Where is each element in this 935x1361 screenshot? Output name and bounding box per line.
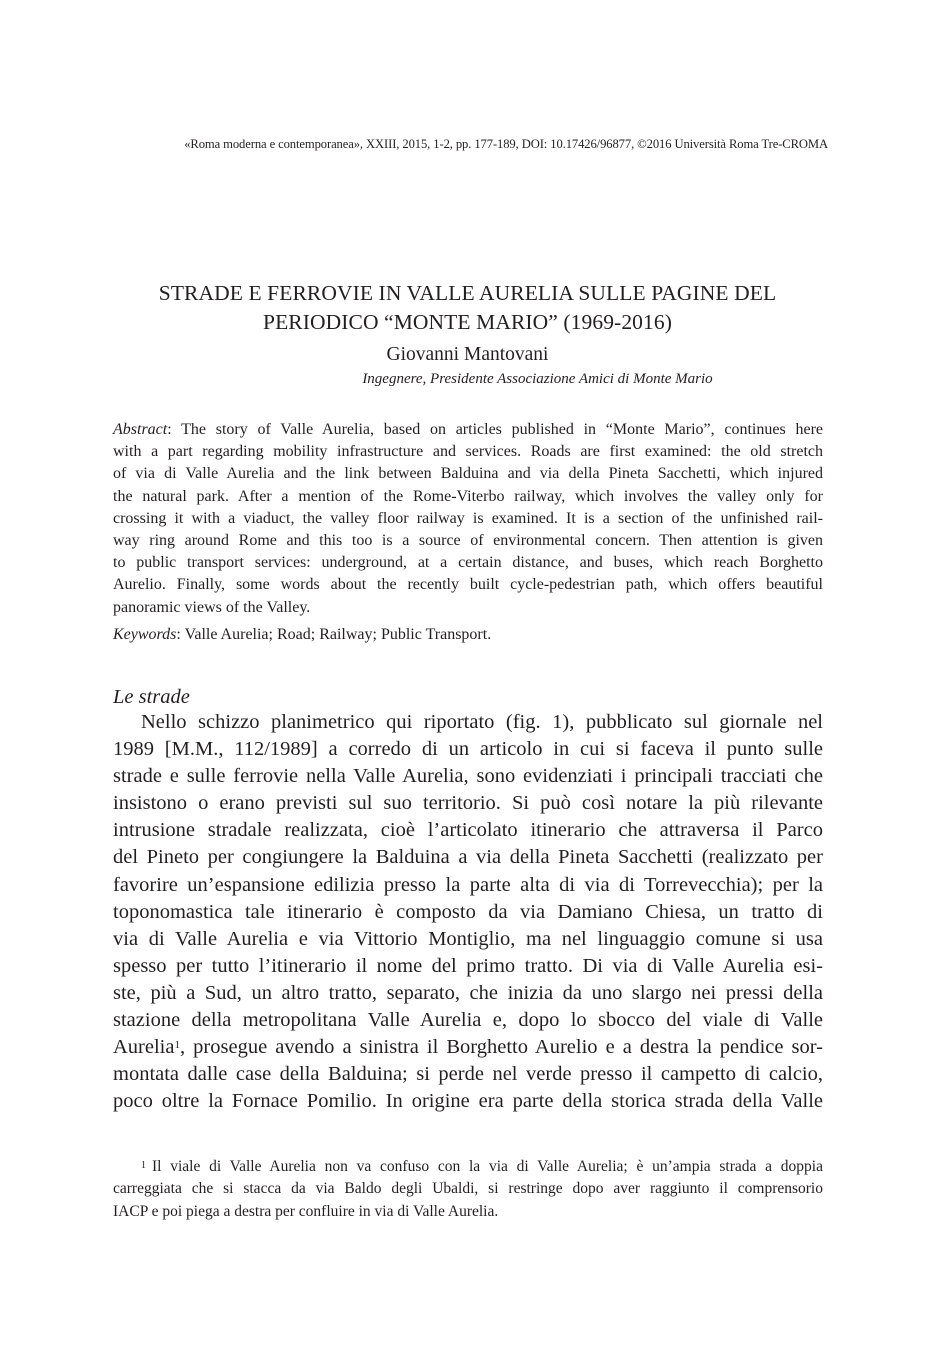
body-line: via di Valle Aurelia e via Vittorio Montiglio, ma nel linguaggio comune si usa	[113, 927, 823, 950]
body-line: 1989 [M.M., 112/1989] a corredo di un articolo in cui si faceva il punto sulle	[113, 738, 823, 761]
author-name: Giovanni Mantovani	[386, 344, 549, 365]
abstract-line: to public transport services: underground, at a certain distance, and buses, which reach Borghetto	[113, 554, 823, 572]
abstract-line: with a part regarding mobility infrastructure and services. Roads are first examined: the old stretch	[113, 443, 823, 461]
keywords-label: Keywords	[113, 626, 177, 643]
body-line: spesso per tutto l’itinerario il nome del primo tratto. Di via di Valle Aurelia esi-	[113, 954, 823, 977]
body-line: ste, più a Sud, un altro tratto, separato, che inizia da uno slargo nei pressi della	[113, 981, 823, 1004]
keywords	[113, 624, 823, 646]
body-line: del Pineto per congiungere la Balduina a via della Pineta Sacchetti (realizzato per	[113, 846, 823, 869]
body-line: intrusione stradale realizzata, cioè l’articolato itinerario che attraversa il Parco	[113, 819, 823, 842]
body-paragraph	[113, 709, 823, 1115]
footnote-line: carreggiata che si stacca da via Baldo degli Ubaldi, si restringe dopo aver raggiunto il comprensorio	[113, 1180, 823, 1198]
abstract-line	[113, 419, 823, 441]
abstract	[113, 419, 823, 619]
author-affiliation: Ingegnere, Presidente Associazione Amici di Monte Mario	[362, 371, 713, 387]
body-line: strade e sulle ferrovie nella Valle Aurelia, sono evidenziati i principali tracciati che	[113, 765, 823, 788]
abstract-label: Abstract	[113, 421, 168, 438]
abstract-line: Aurelio. Finally, some words about the recently built cycle-pedestrian path, which offers beautiful	[113, 576, 823, 594]
footnote-text: Il viale di Valle Aurelia non va confuso con la via di Valle Aurelia; è un’ampia strada a doppia	[152, 1158, 823, 1175]
running-header-citation: «Roma moderna e contemporanea», XXIII, 2015, 1-2, pp. 177-189, DOI: 10.17426/96877, ©2016 Università Roma Tre-CROMA	[184, 137, 828, 151]
abstract-line: the natural park. After a mention of the Rome-Viterbo railway, which involves the valley only for	[113, 487, 823, 505]
keywords-text: : Valle Aurelia; Road; Railway; Public Transport.	[176, 626, 492, 643]
body-line: toponomastica tale itinerario è composto da via Damiano Chiesa, un tratto di	[113, 900, 823, 923]
body-line: montata dalle case della Balduina; si perde nel verde presso il campetto di calcio,	[113, 1063, 823, 1086]
footnote-line	[113, 1156, 823, 1178]
section-heading: Le strade	[113, 686, 190, 708]
article-title-line-1: STRADE E FERROVIE IN VALLE AURELIA SULLE PAGINE DEL	[158, 281, 777, 305]
abstract-line: of via di Valle Aurelia and the link between Balduina and via della Pineta Sacchetti, which injured	[113, 465, 823, 483]
body-line: Nello schizzo planimetrico qui riportato (fig. 1), pubblicato sul giornale nel	[141, 711, 823, 733]
abstract-text: : The story of Valle Aurelia, based on articles published in “Monte Mario”, continues here	[167, 421, 823, 438]
footnote	[113, 1156, 823, 1223]
body-line: favorire un’espansione edilizia presso la parte alta di via di Torrevecchia); per la	[113, 873, 823, 896]
body-line: stazione della metropolitana Valle Aurelia e, dopo lo sbocco del viale di Valle	[113, 1009, 823, 1032]
body-text-fragment: Aurelia	[113, 1036, 175, 1059]
abstract-line: crossing it with a viaduct, the valley floor railway is examined. It is a section of the unfinished rail-	[113, 509, 823, 527]
body-line: poco oltre la Fornace Pomilio. In origine era parte della storica strada della Valle	[113, 1090, 823, 1113]
body-text-fragment: , prosegue avendo a sinistra il Borghetto Aurelio e a destra la pendice sor-	[179, 1036, 823, 1059]
abstract-line: panoramic views of the Valley.	[113, 598, 311, 616]
footnote-line: IACP e poi piega a destra per confluire in via di Valle Aurelia.	[113, 1202, 499, 1220]
body-line	[113, 1034, 823, 1061]
abstract-line: way ring around Rome and this too is a source of environmental concern. Then attention is given	[113, 532, 823, 550]
article-title-line-2: PERIODICO “MONTE MARIO” (1969-2016)	[263, 310, 672, 334]
article-title-block	[110, 279, 825, 389]
footnote-number: 1	[141, 1160, 146, 1171]
footnote-reference[interactable]: 1	[174, 1039, 180, 1052]
body-line: insistono o erano previsti sul suo territorio. Si può così notare la più rilevante	[113, 792, 823, 815]
